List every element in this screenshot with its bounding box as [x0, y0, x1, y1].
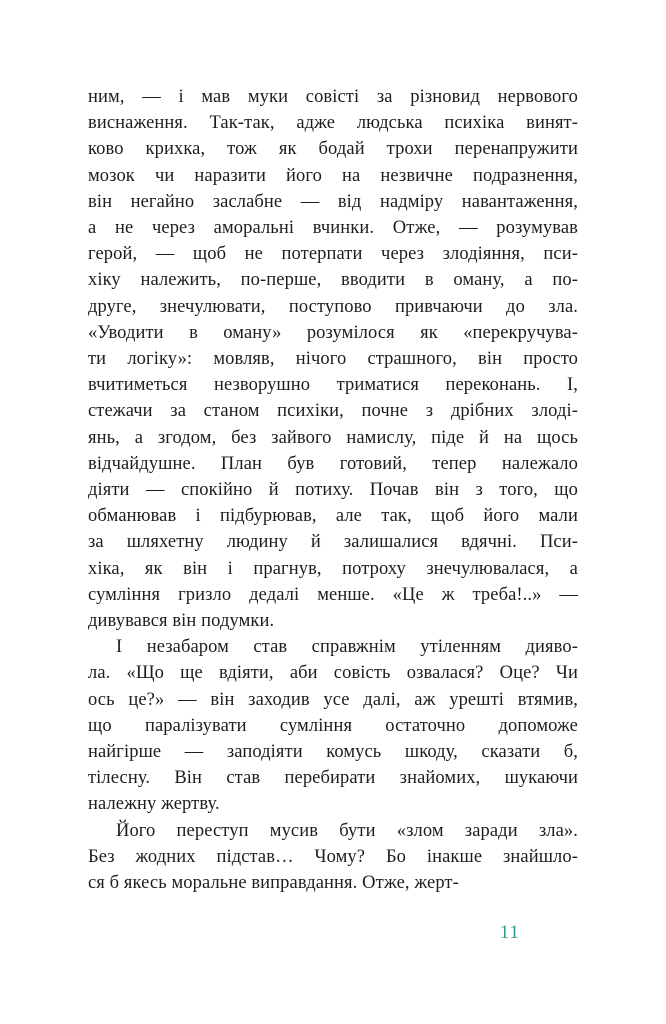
- text-line: обманював і підбурював, але так, щоб його мали: [88, 506, 578, 527]
- paragraph: [88, 634, 578, 817]
- paragraph: [88, 818, 578, 897]
- text-line: ла. «Що ще вдіяти, аби совість озвалася? Оце? Чи: [88, 663, 578, 684]
- text-line: ся б якесь моральне виправдання. Отже, жерт-: [88, 873, 459, 894]
- text-line: ним, — і мав муки совісті за різновид нервового: [88, 87, 578, 107]
- text-line: мозок чи наразити його на незвичне подразнення,: [88, 165, 578, 186]
- text-line: стежачи за станом психіки, почне з дрібних злоді-: [88, 401, 578, 422]
- page-number: 11: [499, 922, 520, 943]
- text-line: а не через аморальні вчинки. Отже, — розумував: [88, 218, 578, 239]
- text-line: вчитиметься незворушно триматися переконань. І,: [88, 375, 578, 396]
- text-line: дивувався він подумки.: [88, 611, 275, 632]
- text-line: належну жертву.: [88, 794, 220, 815]
- text-line: сумління гризло дедалі менше. «Це ж треба!..» —: [88, 584, 578, 605]
- page-text-block: [88, 84, 578, 896]
- text-line: ково крихка, тож як бодай трохи перенапружити: [88, 139, 578, 160]
- text-line: відчайдушне. План був готовий, тепер належало: [88, 453, 578, 474]
- text-line: І незабаром став справжнім утіленням дияво-: [116, 637, 578, 658]
- text-line: ти логіку»: мовляв, нічого страшного, він просто: [88, 349, 578, 370]
- text-line: діяти — спокійно й потиху. Почав він з того, що: [88, 480, 578, 501]
- text-line: хіка, як він і прагнув, потроху знечулювалася, а: [88, 558, 578, 579]
- text-line: за шляхетну людину й залишалися вдячні. Пси-: [88, 532, 578, 553]
- text-line: янь, а згодом, без зайвого намислу, піде й на щось: [88, 427, 578, 448]
- text-line: герой, — щоб не потерпати через злодіяння, пси-: [88, 244, 578, 265]
- text-line: що паралізувати сумління остаточно допоможе: [88, 715, 578, 736]
- text-line: Його переступ мусив бути «злом заради зла».: [116, 820, 578, 841]
- text-line: Без жодних підстав… Чому? Бо інакше знайшло-: [88, 846, 578, 867]
- paragraph: [88, 84, 578, 634]
- text-line: найгірше — заподіяти комусь шкоду, сказати б,: [88, 742, 578, 763]
- text-line: друге, знечулювати, поступово привчаючи до зла.: [88, 296, 578, 317]
- text-line: «Уводити в оману» розумілося як «перекручува-: [88, 322, 578, 343]
- text-line: він негайно заслабне — від надміру навантаження,: [88, 191, 578, 212]
- text-line: ось це?» — він заходив усе далі, аж урешті втямив,: [88, 689, 578, 710]
- text-line: виснаження. Так-так, адже людська психіка винят-: [88, 113, 578, 134]
- text-line: хіку належить, по-перше, вводити в оману, а по-: [88, 270, 578, 291]
- text-line: тілесну. Він став перебирати знайомих, шукаючи: [88, 768, 578, 789]
